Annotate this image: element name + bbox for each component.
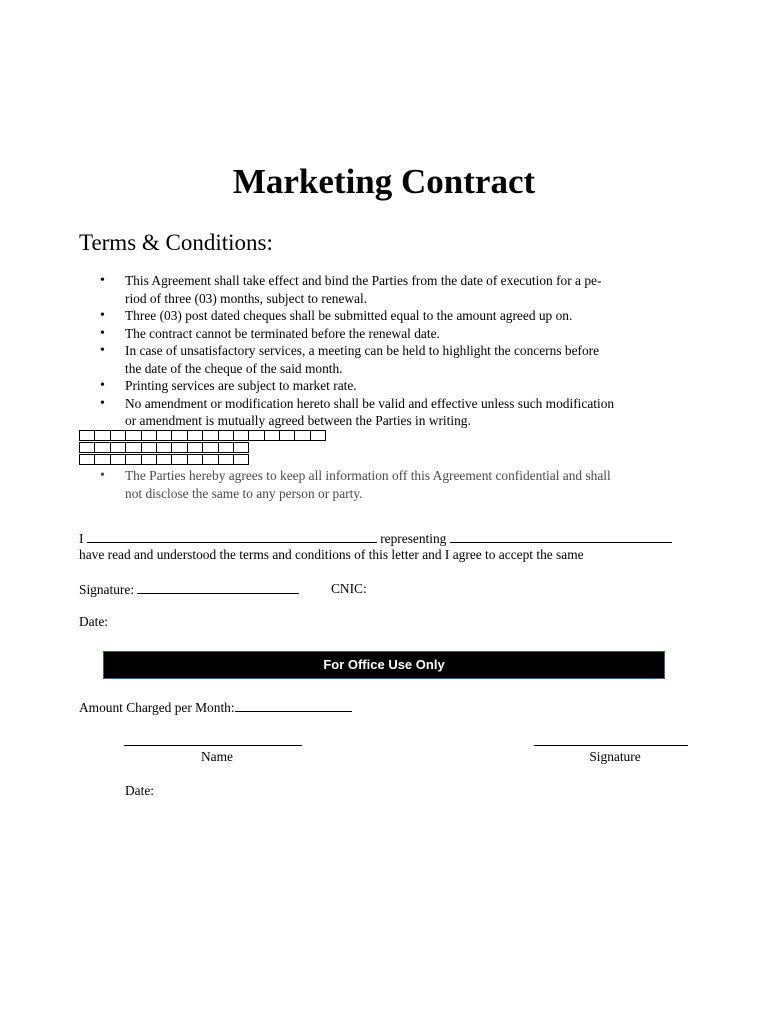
term-item bbox=[100, 342, 700, 377]
signature-blank-field[interactable] bbox=[137, 580, 299, 594]
amount-label: Amount Charged per Month: bbox=[79, 700, 235, 715]
declaration-text: have read and understood the terms and conditions of this letter and I agree to accept the same bbox=[79, 547, 584, 562]
term-text: the date of the cheque of the said month. bbox=[125, 360, 343, 376]
term-text: • Three (03) post dated cheques shall be submitted equal to the amount agreed up on. bbox=[125, 308, 573, 323]
term-text: • This Agreement shall take effect and bind the Parties from the date of execution for a pe- bbox=[125, 273, 602, 288]
office-date-label: Date: bbox=[125, 783, 154, 798]
office-use-banner: For Office Use Only bbox=[103, 651, 665, 679]
term-item bbox=[100, 307, 700, 325]
confidential-term bbox=[100, 467, 700, 502]
term-text: or amendment is mutually agreed between the Parties in writing. bbox=[125, 413, 471, 428]
date-label: Date: bbox=[79, 614, 108, 629]
declaration-i-label: I bbox=[79, 531, 84, 546]
signature-caption: Signature bbox=[589, 749, 641, 764]
term-item bbox=[100, 272, 700, 307]
signature-label: Signature: bbox=[79, 582, 135, 597]
amount-blank-field[interactable] bbox=[235, 698, 352, 712]
term-text: • The contract cannot be terminated before the renewal date. bbox=[125, 325, 440, 341]
term-text: • In case of unsatisfactory services, a meeting can be held to highlight the concerns before bbox=[125, 343, 600, 358]
empty-grid-row bbox=[79, 430, 326, 441]
term-text: • Printing services are subject to market rate. bbox=[125, 378, 357, 393]
name-caption: Name bbox=[201, 749, 233, 764]
representing-label: representing bbox=[380, 531, 447, 546]
signature-row bbox=[79, 580, 299, 598]
term-item bbox=[100, 467, 700, 502]
representing-blank-field[interactable] bbox=[450, 529, 672, 543]
terms-heading: Terms & Conditions: bbox=[79, 230, 273, 255]
term-item bbox=[100, 377, 700, 395]
term-item bbox=[100, 325, 700, 343]
empty-grid-row bbox=[79, 454, 249, 465]
name-blank-field[interactable] bbox=[87, 529, 377, 543]
document-title: Marketing Contract bbox=[232, 162, 536, 201]
declaration-line bbox=[79, 529, 672, 547]
name-signature-line[interactable] bbox=[124, 745, 302, 746]
empty-grid-row bbox=[79, 442, 249, 453]
terms-list bbox=[100, 272, 700, 430]
term-text: • The Parties hereby agrees to keep all information off this Agreement confidential and shall bbox=[125, 468, 611, 483]
amount-row bbox=[79, 698, 352, 716]
term-text: not disclose the same to any person or party. bbox=[125, 485, 363, 501]
term-text: riod of three (03) months, subject to renewal. bbox=[125, 290, 368, 306]
signature-line[interactable] bbox=[534, 745, 688, 746]
term-item bbox=[100, 395, 700, 430]
term-text: • No amendment or modification hereto shall be valid and effective unless such modification bbox=[125, 395, 615, 411]
cnic-label: CNIC: bbox=[331, 581, 367, 596]
